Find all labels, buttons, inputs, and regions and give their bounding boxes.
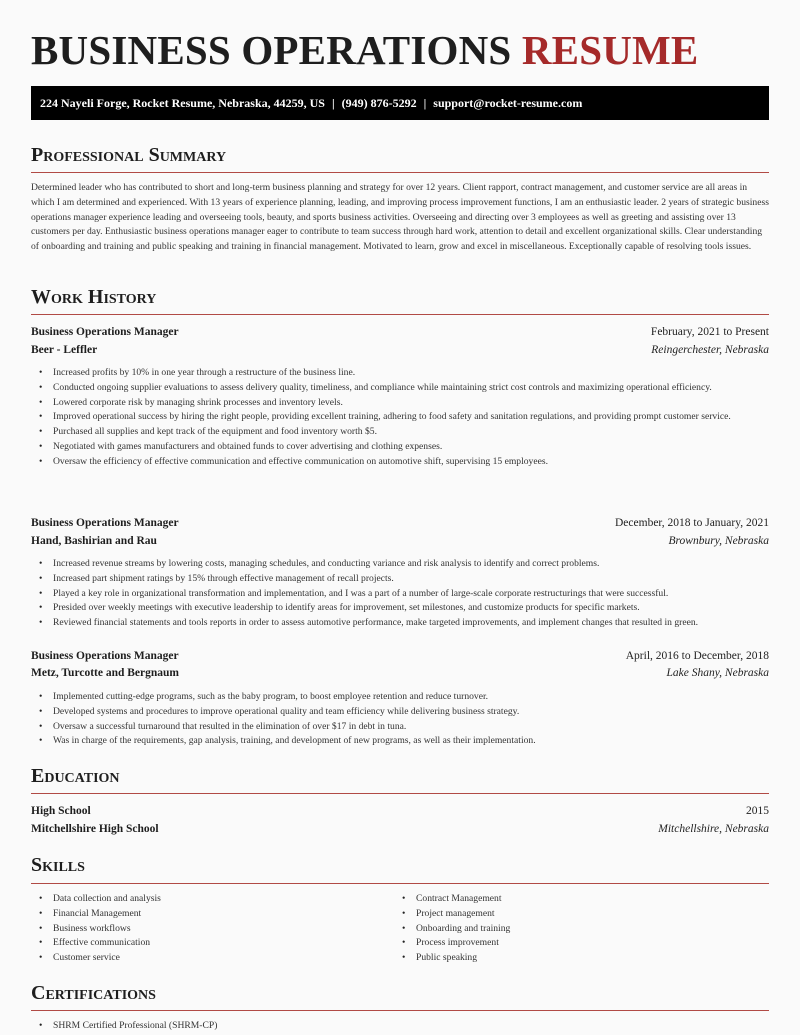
job-company: Metz, Turcotte and Bergnaum	[31, 667, 180, 679]
contact-email[interactable]: support@rocket-resume.com	[433, 96, 583, 110]
job-2-company-row	[31, 533, 769, 549]
list-item: • Implemented cutting-edge programs, such as the baby program, to boost employee retention and reduce turnover.	[53, 690, 769, 705]
job-title: Business Operations Manager	[31, 650, 179, 662]
work-history-heading: Work History	[31, 286, 157, 308]
contact-bar	[31, 86, 769, 120]
job-1-company-row	[31, 342, 769, 358]
skills-heading: Skills	[31, 854, 85, 876]
skill-item: • Onboarding and training	[416, 922, 754, 937]
certification-item: • SHRM Certified Professional (SHRM-CP)	[53, 1019, 769, 1034]
job-2-bullets	[31, 557, 769, 631]
job-company: Beer - Leffler	[31, 344, 98, 356]
education-degree: High School	[31, 805, 91, 817]
list-item: • Developed systems and procedures to improve operational quality and team efficiency while delivering business strategy.	[53, 705, 769, 720]
job-title: Business Operations Manager	[31, 517, 179, 529]
skill-item: • Financial Management	[53, 907, 391, 922]
contact-separator: |	[423, 96, 427, 110]
job-location: Lake Shany, Nebraska	[666, 667, 769, 679]
list-item: • Conducted ongoing supplier evaluations to assess delivery quality, timeliness, and compliance while maintaining strict cost controls and maximizing operational efficiency.	[53, 381, 769, 396]
job-location: Reingerchester, Nebraska	[651, 344, 769, 356]
certifications-heading: Certifications	[31, 982, 156, 1004]
job-3-bullets	[31, 690, 769, 749]
list-item: • Purchased all supplies and kept track of the equipment and food inventory worth $5.	[53, 425, 769, 440]
summary-heading: Professional Summary	[31, 144, 227, 166]
job-3-company-row	[31, 665, 769, 681]
education-school: Mitchellshire High School	[31, 823, 159, 835]
list-item: • Improved operational success by hiring the right people, providing excellent training, adhering to food safety and sanitation regulations, and providing prompt customer service.	[53, 410, 769, 425]
skills-divider	[31, 883, 769, 884]
skill-item: • Data collection and analysis	[53, 892, 391, 907]
list-item: • Increased profits by 10% in one year through a restructure of the business line.	[53, 366, 769, 381]
skill-item: • Contract Management	[416, 892, 754, 907]
skill-item: • Effective communication	[53, 936, 391, 951]
education-divider	[31, 793, 769, 794]
list-item: • Lowered corporate risk by managing shrink processes and inventory levels.	[53, 396, 769, 411]
work-history-divider	[31, 314, 769, 315]
skill-item: • Process improvement	[416, 936, 754, 951]
job-3-title-row	[31, 648, 769, 664]
list-item: • Increased part shipment ratings by 15% through effective management of recall projects.	[53, 572, 769, 587]
skill-item: • Business workflows	[53, 922, 391, 937]
job-1-title-row	[31, 324, 769, 340]
list-item: • Played a key role in organizational transformation and implementation, and I was a part of a number of large-scale corporate restructurings that were successful.	[53, 587, 769, 602]
list-item: • Reviewed financial statements and tools reports in order to assess automotive performance, make targeted improvements, and implement changes that resulted in green.	[53, 616, 769, 631]
job-2-title-row	[31, 515, 769, 531]
job-title: Business Operations Manager	[31, 326, 179, 338]
education-location: Mitchellshire, Nebraska	[658, 823, 769, 835]
summary-text: Determined leader who has contributed to short and long-term business planning and strategy for over 12 years. Client rapport, contract management, and customer service are all areas in which I am determined and experienced. With 13 years of experience planning, leading, and improving process improvement functions, I am an enthusiastic leader. 2 years of strategic business operations manager experience leading and overseeing tools, beauty, and sports business activities. Overseeing and directing over 3 employees as well as greeting and assisting over 13 customers per day. Enthusiastic business operations manager eager to contribute to team success through hard work, attention to detail and excellent organizational skills. Clear understanding of onboarding and training and public speaking and training in financial management. Motivated to learn, grow and excel in miscellaneous. Exceptionally capable of resolving tools issues.	[31, 182, 769, 253]
education-year: 2015	[746, 805, 769, 817]
list-item: • Presided over weekly meetings with executive leadership to identify areas for improvement, set milestones, and customize products for specific markets.	[53, 601, 769, 616]
education-heading: Education	[31, 765, 120, 787]
job-company: Hand, Bashirian and Rau	[31, 535, 157, 547]
job-1-bullets	[31, 366, 769, 470]
list-item: • Negotiated with games manufacturers and obtained funds to cover advertising and clothing expenses.	[53, 440, 769, 455]
title-main: BUSINESS OPERATIONS	[31, 27, 512, 73]
list-item: • Oversaw a successful turnaround that resulted in the elimination of over $17 in debt in tuna.	[53, 720, 769, 735]
contact-address: 224 Nayeli Forge, Rocket Resume, Nebraska, 44259, US	[40, 96, 325, 110]
list-item: • Was in charge of the requirements, gap analysis, training, and development of new programs, as well as their implementation.	[53, 734, 769, 749]
education-school-row	[31, 821, 769, 837]
skills-left-column	[31, 892, 391, 966]
title-accent: RESUME	[521, 27, 699, 73]
job-dates: April, 2016 to December, 2018	[625, 650, 769, 662]
contact-separator: |	[331, 96, 335, 110]
job-dates: December, 2018 to January, 2021	[615, 517, 769, 529]
job-dates: February, 2021 to Present	[650, 326, 769, 338]
list-item: • Oversaw the efficiency of effective communication and effective communication on automotive shift, supervising 15 employees.	[53, 455, 769, 470]
list-item: • Increased revenue streams by lowering costs, managing schedules, and conducting variance and risk analysis to identify and correct problems.	[53, 557, 769, 572]
certifications-divider	[31, 1010, 769, 1011]
job-location: Brownbury, Nebraska	[668, 535, 769, 547]
skill-item: • Customer service	[53, 951, 391, 966]
summary-divider	[31, 172, 769, 173]
skills-right-column	[394, 892, 754, 966]
contact-phone[interactable]: (949) 876-5292	[341, 96, 417, 110]
certifications-list	[31, 1019, 769, 1034]
skill-item: • Public speaking	[416, 951, 754, 966]
resume-title	[31, 27, 699, 73]
skill-item: • Project management	[416, 907, 754, 922]
education-degree-row	[31, 803, 769, 819]
